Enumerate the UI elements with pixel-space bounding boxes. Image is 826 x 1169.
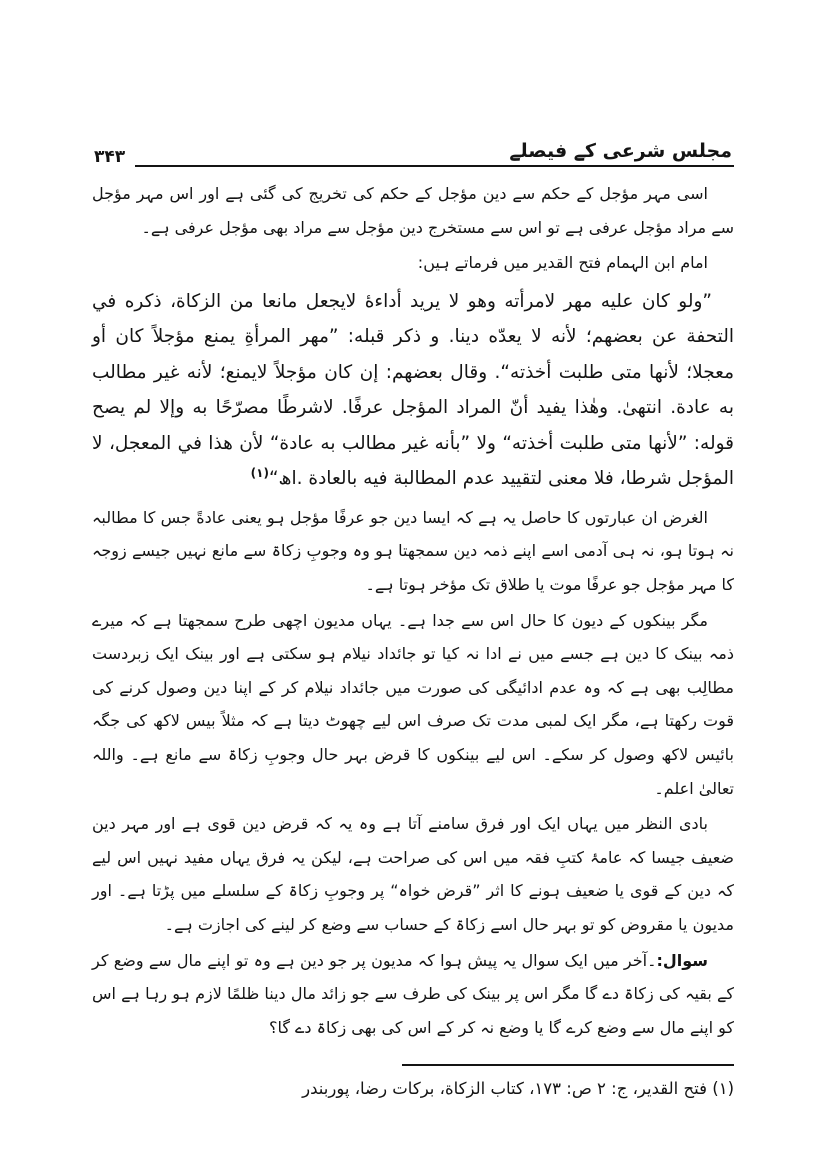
header-rule xyxy=(135,165,499,167)
question-text: ۔آخر میں ایک سوال یہ پیش ہوا کہ مدیون پر جو دین ہے وہ تو اپنے مال سے وضع کر کے بقیہ کی زکاۃ دے گا مگر اس پر بینک کی طرف سے جو زائد مال دینا ظلمًا لازم ہو رہا ہے اس کو اپنے مال سے وضع کرے گا یا وضع نہ کر کے اس کی بھی زکاۃ دے گا؟ xyxy=(92,950,734,1037)
body-text xyxy=(92,177,734,1044)
page-title: مجلس شرعی کے فیصلے xyxy=(499,140,734,167)
question-label: سوال: xyxy=(656,950,708,970)
footnote-reference-marker: (١) xyxy=(250,466,269,481)
paragraph-intro: اسی مہر مؤجل کے حکم سے دین مؤجل کے حکم کی تخریج کی گئی ہے اور اس مہر مؤجل سے مراد مؤجل عرفی ہے تو اس سے مستخرج دین مؤجل سے مراد بھی مؤجل عرفی ہے۔ xyxy=(92,184,734,237)
footnote-text: (١) فتح القدير، ج: ٢ ص: ١٧٣، كتاب الزكاة، بركات رضا، پوربندر xyxy=(302,1079,734,1099)
paragraph-summary: الغرض ان عبارتوں کا حاصل یہ ہے کہ ایسا دین جو عرفًا مؤجل ہو یعنی عادةً جس کا مطالبہ نہ ہوتا ہو، نہ ہی آدمی اسے اپنے ذمہ دین سمجھتا ہو وہ وجوبِ زکاۃ سے مانع نہیں جیسے زوجہ کا مہر مؤجل جو عرفًا موت یا طلاق تک مؤخر ہوتا ہے۔ xyxy=(92,507,734,595)
arabic-quote-block xyxy=(92,284,734,497)
paragraph-citation-lead: امام ابن الہمام فتح القدیر میں فرماتے ہیں: xyxy=(417,253,708,273)
page-number: ۳۴۳ xyxy=(94,147,126,167)
footnote-area xyxy=(92,1064,734,1103)
arabic-quote-text: ”ولو كان عليه مهر لامرأته وهو لا يريد أداءهٔ لايجعل مانعا من الزكاة، ذكره في التحفة عن بعضهم؛ لأنه لا يعدّه دينا. و ذكر قبله: ”مهر المرأةِ يمنع مؤجلاً كان أو معجلا؛ لأنها متى طلبت أخذته“. وقال بعضهم: إن كان مؤجلاً لايمنع؛ لأنه غير مطالب به عادة. انتهىٰ. وهٰذا يفيد أنّ المراد المؤجل عرفًا. لاشرطًا مصرّحًا به وإلا لم يصح قوله: ”لأنها متى طلبت أخذته“ ولا ”بأنه غير مطالب به عادة“ لأن هذا في المعجل، لا المؤجل شرطا، فلا معنى لتقييد عدم المطالبة فيه بالعادة .اھ“ xyxy=(92,290,734,490)
paragraph-bank-debts: مگر بینکوں کے دیون کا حال اس سے جدا ہے۔ یہاں مدیون اچھی طرح سمجھتا ہے کہ میرے ذمہ بینک کا دین ہے جسے میں نے ادا نہ کیا تو جائداد نیلام ہو سکتی ہے اور بینک ایک زبردست مطالِب بھی ہے کہ وہ عدم ادائیگی کی صورت میں جائداد نیلام کر کے اپنا دین وصول کرنے کی قوت رکھتا ہے، مگر ایک لمبی مدت تک صرف اس لیے چھوٹ دیتا ہے کہ مثلاً بیس لاکھ کی جگہ بائیس لاکھ وصول کر سکے۔ اس لیے بینکوں کا قرض بہر حال وجوبِ زکاۃ سے مانع ہے۔ واللہ تعالیٰ اعلم۔ xyxy=(92,610,734,798)
page-header xyxy=(92,140,734,167)
paragraph-question xyxy=(92,944,734,1045)
footnote-separator-rule xyxy=(402,1064,734,1066)
paragraph-distinction: بادی النظر میں یہاں ایک اور فرق سامنے آتا ہے وہ یہ کہ قرض دین قوی ہے اور مہر دین ضعیف جیسا کہ عامۂ کتبِ فقہ میں اس کی صراحت ہے، لیکن یہ فرق یہاں مفید نہیں اس لیے کہ دین کے قوی یا ضعیف ہونے کا اثر ”قرض خواہ“ پر وجوبِ زکاۃ کے سلسلے میں پڑتا ہے۔ اور مدیون یا مقروض کو تو بہر حال اسے زکاۃ کے حساب سے وضع کر لینے کی اجازت ہے۔ xyxy=(92,814,734,934)
